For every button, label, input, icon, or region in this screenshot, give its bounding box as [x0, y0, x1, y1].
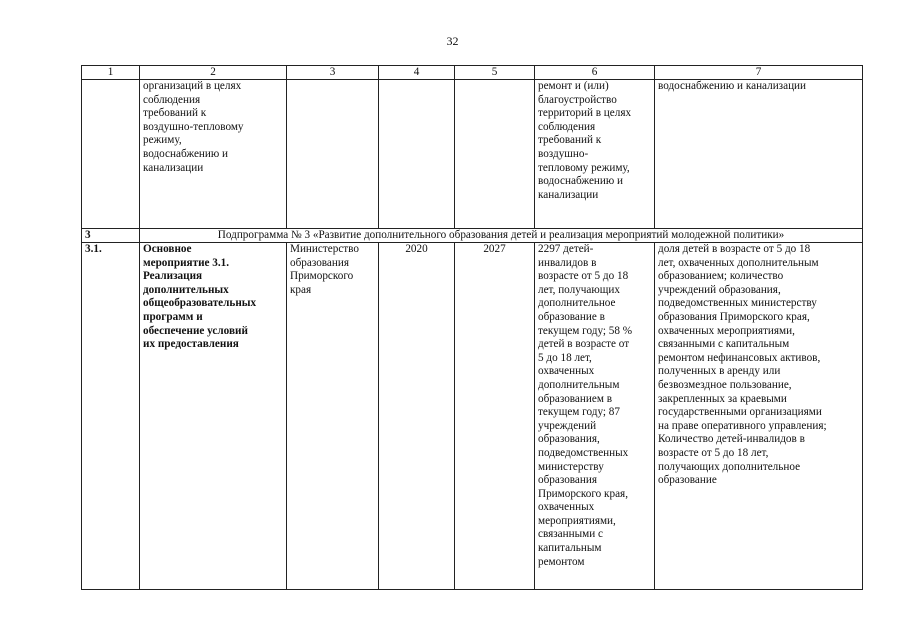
activity-executor: Министерство образования Приморского края [287, 243, 379, 590]
table-row [82, 80, 863, 229]
table-cell [287, 80, 379, 229]
table-cell: водоснабжению и канализации [655, 80, 863, 229]
activity-row [82, 243, 863, 590]
activity-number: 3.1. [82, 243, 140, 590]
subprogram-number: 3 [82, 229, 140, 243]
table-cell [379, 80, 455, 229]
table-cell [82, 80, 140, 229]
column-header: 1 [82, 66, 140, 80]
table-cell: организаций в целях соблюдения требований к воздушно-тепловому режиму, водоснабжению и канализации [140, 80, 287, 229]
column-header: 3 [287, 66, 379, 80]
program-table [81, 65, 863, 590]
column-header: 2 [140, 66, 287, 80]
column-header: 7 [655, 66, 863, 80]
column-header: 6 [535, 66, 655, 80]
table-cell: ремонт и (или) благоустройство территорий в целях соблюдения требований к воздушно- тепловому режиму, водоснабжению и канализации [535, 80, 655, 229]
column-number-row [82, 66, 863, 80]
table-cell [455, 80, 535, 229]
activity-end-year: 2027 [455, 243, 535, 590]
subprogram-row [82, 229, 863, 243]
activity-result: 2297 детей- инвалидов в возрасте от 5 до 18 лет, получающих дополнительное образование в текущем году; 58 % детей в возрасте от 5 до 18 лет, охваченных дополнительным образованием в текущем году; 87 учреждений образования, подведомственных министерству образования Приморского края, охваченных мероприятиями, связанными с капитальным ремонтом [535, 243, 655, 590]
column-header: 5 [455, 66, 535, 80]
subprogram-title: Подпрограмма № 3 «Развитие дополнительного образования детей и реализация мероприятий молодежной политики» [140, 229, 863, 243]
column-header: 4 [379, 66, 455, 80]
activity-name: Основное мероприятие 3.1. Реализация дополнительных общеобразовательных программ и обеспечение условий их предоставления [140, 243, 287, 590]
page-number: 32 [446, 34, 459, 48]
activity-indicators: доля детей в возрасте от 5 до 18 лет, охваченных дополнительным образованием; количество учреждений образования, подведомственных министерству образования Приморского края, охваченных мероприятиями, связанными с капитальным ремонтом нефинансовых активов, полученных в аренду или безвозмездное пользование, закрепленных за краевыми государственными организациями на праве оперативного управления; Количество детей-инвалидов в возрасте от 5 до 18 лет, получающих дополнительное образование [655, 243, 863, 590]
activity-start-year: 2020 [379, 243, 455, 590]
